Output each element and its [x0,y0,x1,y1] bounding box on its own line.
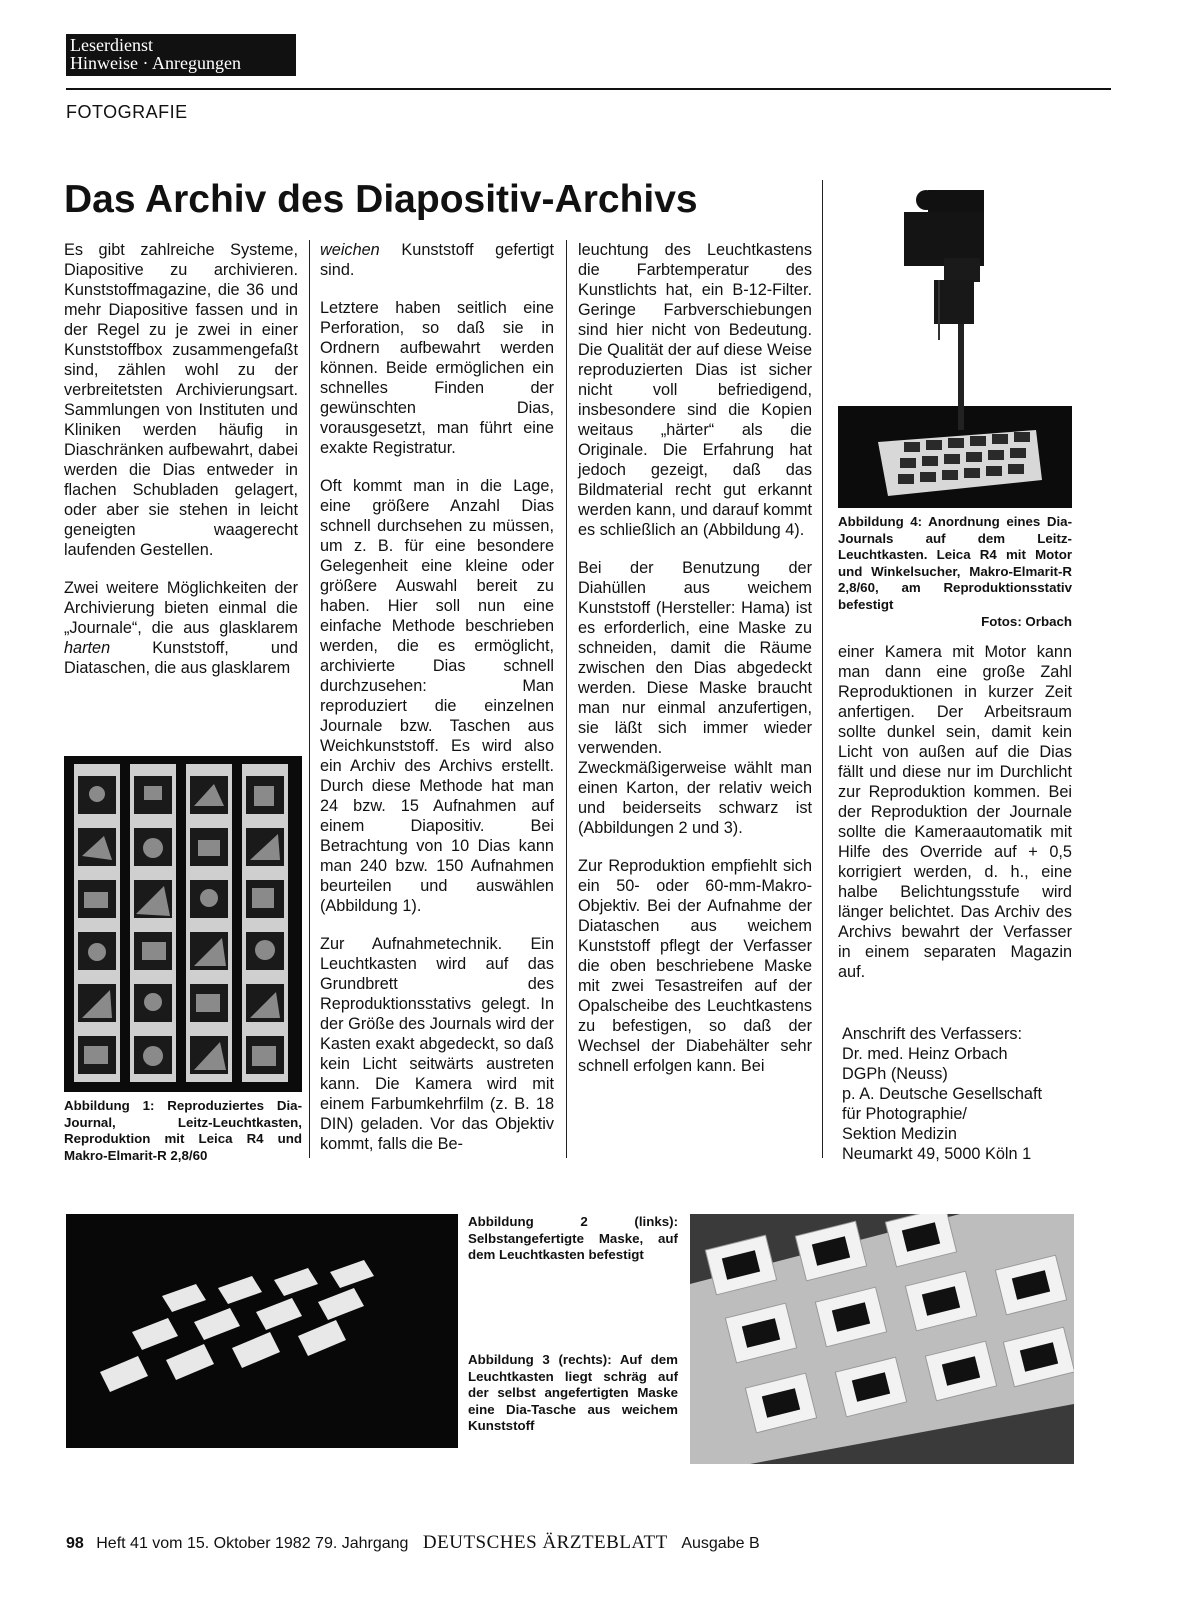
paragraph [320,240,554,280]
column-divider [309,240,310,1158]
dia-journal-image [64,756,302,1092]
figure-1-photo [64,756,302,1092]
paragraph: Oft kommt man in die Lage, eine größere Anzahl Dias schnell durchsehen zu müssen, um z. B. für eine besondere Gelegenheit eine kleine oder größere Auswahl bereit zu haben. Hier soll nun eine einfache Methode beschrieben werden, die es ermöglicht, archivierte Dias schnell durchzusehen: Man reproduziert die einzelnen Journale bzw. Taschen aus Weichkunststoff. Es wird also ein Archiv des Archivs erstellt. Durch diese Methode hat man 24 bzw. 15 Aufnahmen auf einem Diapositiv. Bei Betrachtung von 10 Dias kann man 240 bzw. 150 Aufnahmen beurteilen und auswählen (Abbildung 1). [320,477,554,915]
paragraph: leuchtung des Leuchtkastens die Farbtemperatur des Kunstlichts hat, ein B-12-Filter. Geringe Farbverschiebungen sind hier nicht von Bedeutung. Die Qualität der auf diese Weise reproduzierten Dias ist sicher nicht voll befriedigend, insbesondere sind die Kopien weitaus „härter“ als die Originale. Die Erfahrung hat jedoch gezeigt, daß das Bildmaterial recht gut erkannt werden kann, und darauf kommt es schließlich an (Abbildung 4). [578,241,812,539]
column-divider [566,240,567,1158]
issue-info: Heft 41 vom 15. Oktober 1982 79. Jahrgang [96,1535,409,1552]
paragraph [64,578,298,678]
paragraph: Bei der Benutzung der Diahüllen aus weichem Kunststoff (Hersteller: Hama) ist es erforderlich, eine Maske zu schneiden, damit die Räume zwischen den Dias abgedeckt werden. Diese Maske braucht man nur einmal anzufertigen, sie läßt sich immer wieder verwenden. Zweckmäßigerweise wählt man einen Karton, der relativ weich und beiderseits schwarz ist (Abbildungen 2 und 3). [578,559,812,837]
author-address [842,1024,1082,1164]
article-title: Das Archiv des Diapositiv-Archivs [64,178,698,221]
address-line: Neumarkt 49, 5000 Köln 1 [842,1145,1032,1163]
edition-label: Ausgabe B [681,1535,760,1552]
magazine-name: DEUTSCHES ÄRZTEBLATT [422,1532,668,1553]
figure-4-photo [838,180,1072,508]
paragraph: Zur Reproduktion empfiehlt sich ein 50- oder 60-mm-Makro-Objektiv. Bei der Aufnahme der Diataschen aus weichem Kunststoff pflegt der Verfasser die oben beschriebene Maske mit zwei Tesastreifen auf der Opalscheibe des Leuchtkastens zu befestigen, so daß der Wechsel der Diabehälter sehr schnell erfolgen kann. Bei [578,857,812,1075]
text-run: Kunststoff, und Diataschen, die aus glasklarem [64,639,298,677]
figure-2-photo [66,1214,458,1448]
address-line: Anschrift des Verfassers: [842,1025,1023,1043]
address-line: DGPh (Neuss) [842,1065,948,1083]
figure-4-caption: Abbildung 4: Anordnung eines Dia-Journals auf dem Leitz-Leuchtkasten. Leica R4 mit Motor und Winkelsucher, Makro-Elmarit-R 2,8/60, am Reproduktionsstativ befestigt [838,514,1072,612]
dia-pocket-image [690,1214,1074,1464]
page-footer [66,1532,760,1554]
paragraph: einer Kamera mit Motor kann man dann eine große Zahl Reproduktionen in kurzer Zeit anfertigen. Der Arbeitsraum sollte dunkel sein, damit kein Licht von außen auf die Dias fällt und diese nur im Durchlicht zur Reproduktion kommen. Bei der Reproduktion der Journale sollte die Kameraautomatik mit Hilfe des Override auf + 0,5 korrigiert werden, d. h., eine halbe Belichtungsstufe wird länger belichtet. Das Archiv des Archivs bewahrt der Verfasser in einem separaten Magazin auf. [838,643,1072,981]
text-column-2 [320,240,554,1172]
paragraph: Es gibt zahlreiche Systeme, Diapositive zu archivieren. Kunststoffmagazine, die 36 und mehr Diapositive fassen und in der Regel zu je zwei in einer Kunststoffbox zusammengefaßt sind, zählen wohl zu der verbreitetsten Archivierungsart. Sammlungen von Instituten und Kliniken werden häufig in Diaschränken aufbewahrt, dabei werden die Dias entweder in flachen Schubladen gelagert, oder aber sie stehen in leicht geneigten waagerecht laufenden Gestellen. [64,241,298,559]
repro-stand-image [838,180,1072,508]
figure-2-caption: Abbildung 2 (links): Selbstangefertigte Maske, auf dem Leuchtkasten befestigt [468,1214,678,1262]
text-column-3 [578,240,812,1094]
header-line-hinweise: Hinweise · Anregungen [70,53,241,73]
section-header-box [66,34,296,76]
section-label: FOTOGRAFIE [66,102,188,122]
paragraph: Zur Aufnahmetechnik. Ein Leuchtkasten wird auf das Grundbrett des Reproduktionsstativs gelegt. In der Größe des Journals wird der Kasten exakt abgedeckt, so daß kein Licht seitwärts austreten kann. Die Kamera wird mit einem Farbumkehrfilm (z. B. 18 DIN) geladen. Vor das Objektiv kommt, falls die Be- [320,935,554,1153]
figure-3-caption: Abbildung 3 (rechts): Auf dem Leuchtkasten liegt schräg auf der selbst angefertigten Maske eine Dia-Tasche aus weichem Kunststoff [468,1352,678,1433]
header-rule [66,88,1111,90]
address-line: p. A. Deutsche Gesellschaft [842,1085,1043,1103]
photo-credit: Fotos: Orbach [981,614,1072,629]
text-run: Zwei weitere Möglichkeiten der Archivierung bieten einmal die „Journale“, die aus glasklarem [64,579,298,637]
address-line: Sektion Medizin [842,1125,957,1143]
header-line-leserdienst: Leserdienst [70,35,153,55]
address-line: für Photographie/ [842,1105,967,1123]
figure-1-caption: Abbildung 1: Reproduziertes Dia-Journal, Leitz-Leuchtkasten, Reproduktion mit Leica R4 und Makro-Elmarit-R 2,8/60 [64,1098,302,1163]
page-number: 98 [66,1535,84,1552]
emphasis-text: weichen [320,241,380,259]
mask-on-lightbox-image [66,1214,458,1448]
text-column-4 [838,642,1072,1000]
address-line: Dr. med. Heinz Orbach [842,1045,1008,1063]
text-run: Kunststoff gefertigt sind. [320,241,554,279]
figure-3-photo [690,1214,1074,1464]
text-column-1 [64,240,298,696]
column-divider [822,180,823,1158]
paragraph: Letztere haben seitlich eine Perforation, so daß sie in Ordnern aufbewahrt werden können. Beide ermöglichen ein schnelles Finden der gewünschten Dias, vorausgesetzt, man führt eine exakte Registratur. [320,299,554,457]
emphasis-text: harten [64,639,111,657]
